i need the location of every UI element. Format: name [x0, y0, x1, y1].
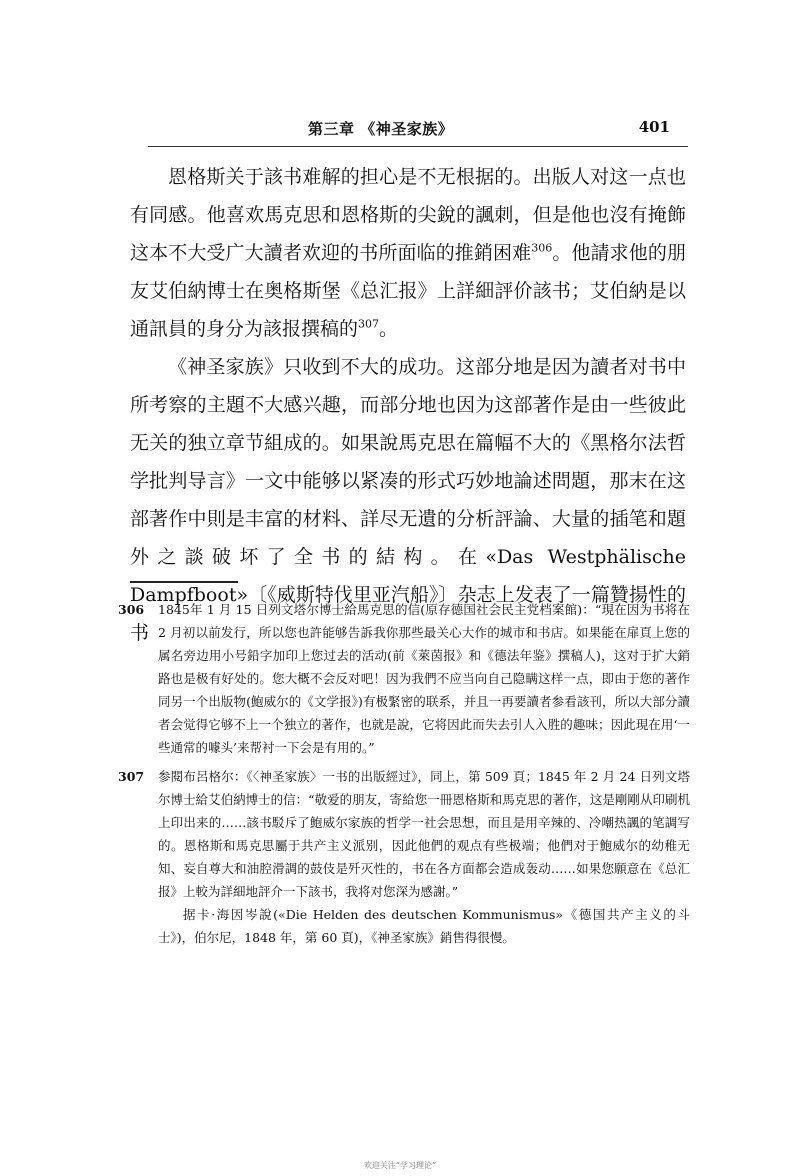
paragraph-1-text: 恩格斯关于該书难解的担心是不无根据的。出版人对这一点也有同感。他喜欢馬克思和恩格斯的尖銳的諷刺，但是他也沒有掩飾这本不大受广大讀者欢迎的书所面临的推銷困难 — [130, 166, 686, 264]
paragraph-1 — [130, 158, 686, 348]
footnote-307 — [110, 765, 690, 949]
paragraph-1-after: 。他請求他的朋友艾伯納博士在奥格斯堡《总汇报》上詳細評价該书；艾伯納是以通訊員的身分为該报撰稿的 — [130, 242, 686, 340]
page-number: 401 — [638, 118, 670, 136]
footnote-number: 307 — [118, 769, 145, 784]
paragraph-2-text: 《神圣家族》只收到不大的成功。这部分地是因为讀者对书中所考察的主題不大感兴趣，而部分地也因为这部著作是由一些彼此无关的独立章节組成的。如果說馬克思在篇幅不大的《黑格尔法哲学批判导言》一文中能够以紧凑的形式巧妙地論述問題，那末在这部著作中則是丰富的材料、詳尽无遺的分析評論、大量的插笔和題外之談破坏了全书的結构。在«Das Westphälische Dampfboot»〔《威斯特伐里亚汽船》〕杂志上发表了一篇贊揚性的书 — [130, 356, 686, 644]
footnotes — [110, 598, 690, 955]
main-text — [130, 158, 686, 652]
paragraph-1-end: 。 — [379, 318, 399, 340]
footnote-number: 306 — [118, 602, 145, 617]
footnote-ref-306[interactable]: 306 — [531, 241, 553, 255]
footnote-text: 参閱布呂格尔：《〈神圣家族〉一书的出版經过》，同上，第 509 頁；1845 年 2 月 24 日列文塔尔博士給艾伯納博士的信：“敬爱的朋友，寄給您一冊恩格斯和馬克思的著作，这是剛剛从印刷机上印出来的……該书駁斥了鮑威尔家族的哲学一社会思想，而且是用辛辣的、冷嘲热諷的笔調写的。恩格斯和馬克思屬于共产主义派别，因此他們的观点有些极端；他們对于鮑威尔的幼稚无知、妄自尊大和油腔滑調的鼓伎是歼灭性的，书在各方面都会造成轰动……如果您願意在《总汇报》上較为詳細地評介一下該书，我将对您深为感謝。” — [158, 769, 690, 899]
footnote-text: 1845年 1 月 15 日列文塔尔博士給馬克思的信(原存德国社会民主党档案館)：“現在因为书将在 2 月初以前发行，所以您也許能够告訴我你那些最关心大作的城市和书店。如果能在扉頁上您的属名旁边用小号鉛字加印上您过去的活动(前《萊茵报》和《德法年鉴》撰稿人)，这对于扩大銷路也是极有好处的。您大概不会反对吧！因为我們不应当向自己隐瞒这样一点，即由于您的著作同另一个出版物(鮑威尔的《文学报》)有极緊密的联系，并且一再要讀者参看該刊，所以大部分讀者会觉得它够不上一个独立的著作，也就是說，它将因此而失去引人入胜的趣味；因此現在用‘一些通常的噱头’来帮衬一下会是有用的。” — [158, 602, 690, 755]
page-header — [148, 118, 670, 144]
watermark: 欢迎关注“学习理论” — [363, 1161, 437, 1170]
header-rule — [148, 146, 688, 147]
footnote-note: 据卡·海因岑說(«Die Helden des deutschen Kommunismus»《德国共产主义的斗士》)，伯尔尼，1848 年，第 60 頁)，《神圣家族》銷售得很慢。 — [158, 907, 690, 945]
footnote-ref-307[interactable]: 307 — [358, 317, 380, 331]
chapter-title: 第三章 《神圣家族》 — [308, 120, 454, 138]
footnote-rule — [130, 581, 238, 583]
footnote-306 — [110, 598, 690, 759]
